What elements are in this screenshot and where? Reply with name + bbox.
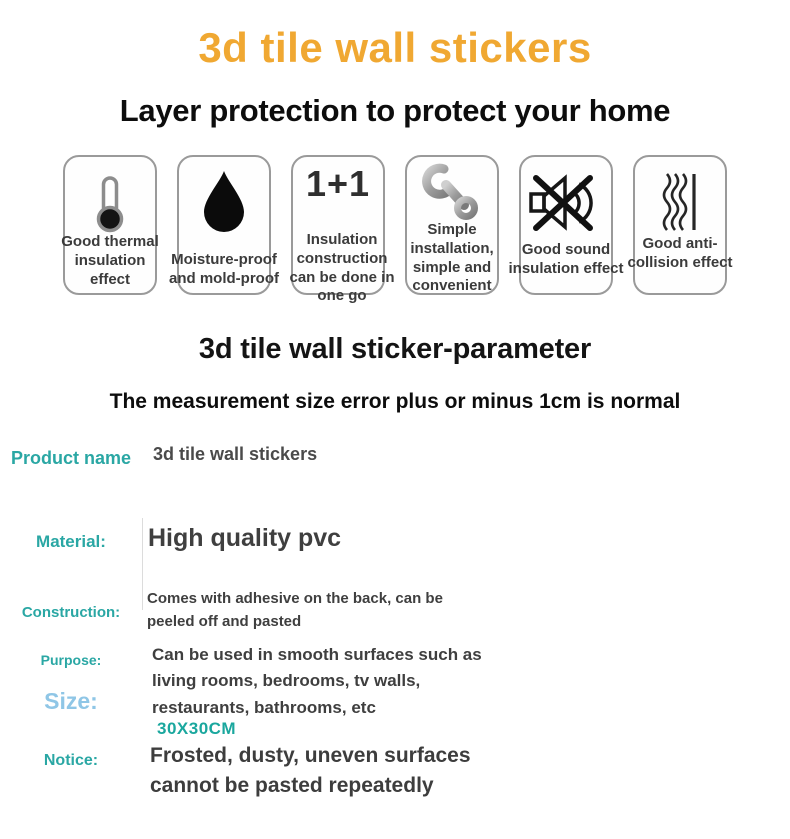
- param-value: High quality pvc: [148, 524, 342, 552]
- measurement-note: The measurement size error plus or minus 1cm is normal: [109, 390, 681, 413]
- water-drop-icon: [195, 169, 253, 235]
- param-label: Material:: [36, 532, 106, 551]
- param-value: Frosted, dusty, uneven surfaces cannot be pasted repeatedly: [150, 744, 471, 797]
- param-label: Purpose:: [40, 652, 102, 668]
- features-row: [0, 155, 790, 305]
- muted-speaker-icon: [525, 171, 607, 235]
- feature-label: Good sound insulation effect: [508, 241, 624, 277]
- param-label: Size:: [44, 688, 98, 714]
- one-plus-one-text: 1+1: [305, 163, 371, 204]
- feature-label: Good thermal insulation effect: [61, 233, 159, 288]
- param-value: 30X30CM: [157, 719, 237, 738]
- feature-card-sound: [508, 155, 624, 295]
- anti-collision-icon: [657, 171, 703, 233]
- feature-label: Simple installation, simple and convenient: [410, 221, 494, 295]
- feature-label: Insulation construction can be done in one go: [289, 231, 395, 305]
- feature-card-moisture: [169, 155, 279, 295]
- feature-label: Good anti-collision effect: [627, 235, 733, 271]
- param-label: Notice:: [43, 752, 99, 769]
- param-value: 3d tile wall stickers: [153, 444, 318, 464]
- feature-card-anticollision: [627, 155, 733, 295]
- param-label: Product name: [10, 448, 132, 468]
- parameters-table: [0, 436, 790, 832]
- column-divider: [142, 518, 143, 610]
- feature-card-installation: [405, 155, 499, 295]
- feature-card-insulation: [289, 155, 395, 305]
- wrench-icon: [421, 163, 483, 223]
- page-subtitle: Layer protection to protect your home: [119, 93, 671, 128]
- param-value: Can be used in smooth surfaces such as living rooms, bedrooms, tv walls, restaurants, bathrooms, etc: [152, 645, 482, 717]
- feature-card-thermal: [63, 155, 157, 295]
- thermometer-icon: [90, 175, 130, 233]
- page-title: 3d tile wall stickers: [198, 24, 592, 71]
- param-value: Comes with adhesive on the back, can be peeled off and pasted: [147, 590, 443, 630]
- param-label: Construction:: [21, 604, 121, 621]
- parameters-heading: 3d tile wall sticker-parameter: [198, 333, 592, 365]
- feature-label: Moisture-proof and mold-proof: [169, 251, 279, 287]
